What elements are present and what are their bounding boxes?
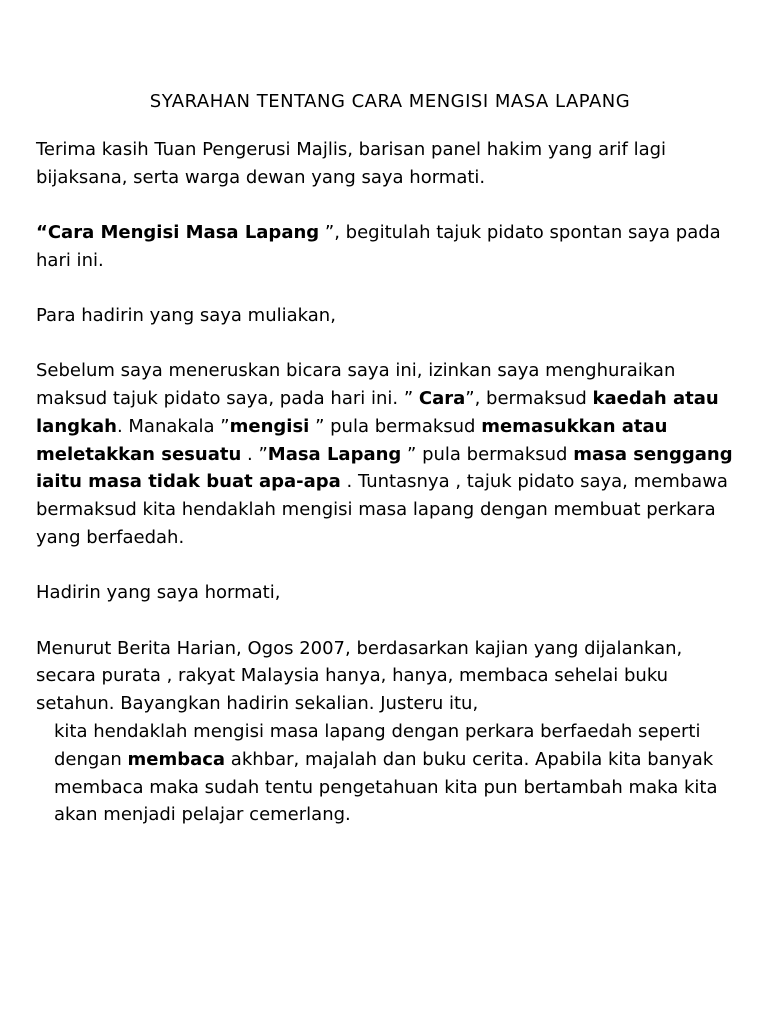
paragraph-address-1: Para hadirin yang saya muliakan, xyxy=(36,304,336,326)
paragraph-greeting: Terima kasih Tuan Pengerusi Majlis, barisan panel hakim yang arif lagi bijaksana, serta warga dewan yang saya hormati. xyxy=(36,138,667,188)
paragraph-conclusion xyxy=(36,718,736,829)
definition-text-6: ” pula bermaksud xyxy=(401,443,574,465)
paragraph-survey: Menurut Berita Harian, Ogos 2007, berdasarkan kajian yang dijalankan, secara purata , rakyat Malaysia hanya, hanya, membaca sehelai buku setahun. Bayangkan hadirin sekalian. Justeru itu, xyxy=(36,637,683,715)
document-page xyxy=(36,88,736,829)
definition-bold-3: mengisi xyxy=(229,415,310,437)
document-title: SYARAHAN TENTANG CARA MENGISI MASA LAPANG xyxy=(149,91,631,112)
definition-text-5: . ” xyxy=(241,443,268,465)
definition-bold-6: masa senggang iaitu masa tidak buat apa-apa xyxy=(36,443,733,493)
definition-text-3: . Manakala ” xyxy=(116,415,230,437)
definition-text-2: ”, bermaksud xyxy=(465,388,593,410)
topic-rest: ”, begitulah tajuk pidato spontan saya pada hari ini. xyxy=(36,221,721,271)
definition-bold-5: Masa Lapang xyxy=(267,443,402,465)
definition-bold-1: Cara xyxy=(418,388,466,410)
definition-bold-2: kaedah atau langkah xyxy=(36,388,719,437)
paragraph-definition xyxy=(36,357,736,552)
paragraph-address-2: Hadirin yang saya hormati, xyxy=(36,582,281,604)
paragraph-topic xyxy=(36,219,736,275)
conclusion-text-1: kita hendaklah mengisi masa lapang dengan perkara berfaedah seperti dengan xyxy=(54,721,701,770)
topic-open-quote: “ xyxy=(36,221,48,243)
conclusion-text-2: akhbar, majalah dan buku cerita. Apabila kita banyak membaca maka sudah tentu pengetahuan kita pun bertambah maka kita akan menjadi pelajar cemerlang. xyxy=(54,748,718,826)
definition-text-1: Sebelum saya meneruskan bicara saya ini, izinkan saya menghuraikan maksud tajuk pidato saya, pada hari ini. ” xyxy=(36,360,676,410)
topic-bold: Cara Mengisi Masa Lapang xyxy=(47,221,320,243)
conclusion-bold-1: membaca xyxy=(127,748,226,770)
definition-text-4: ” pula bermaksud xyxy=(309,415,482,437)
definition-text-7: . Tuntasnya , tajuk pidato saya, membawa bermaksud kita hendaklah mengisi masa lapang dengan membuat perkara yang berfaedah. xyxy=(36,471,728,549)
definition-bold-4: memasukkan atau meletakkan sesuatu xyxy=(36,415,668,465)
